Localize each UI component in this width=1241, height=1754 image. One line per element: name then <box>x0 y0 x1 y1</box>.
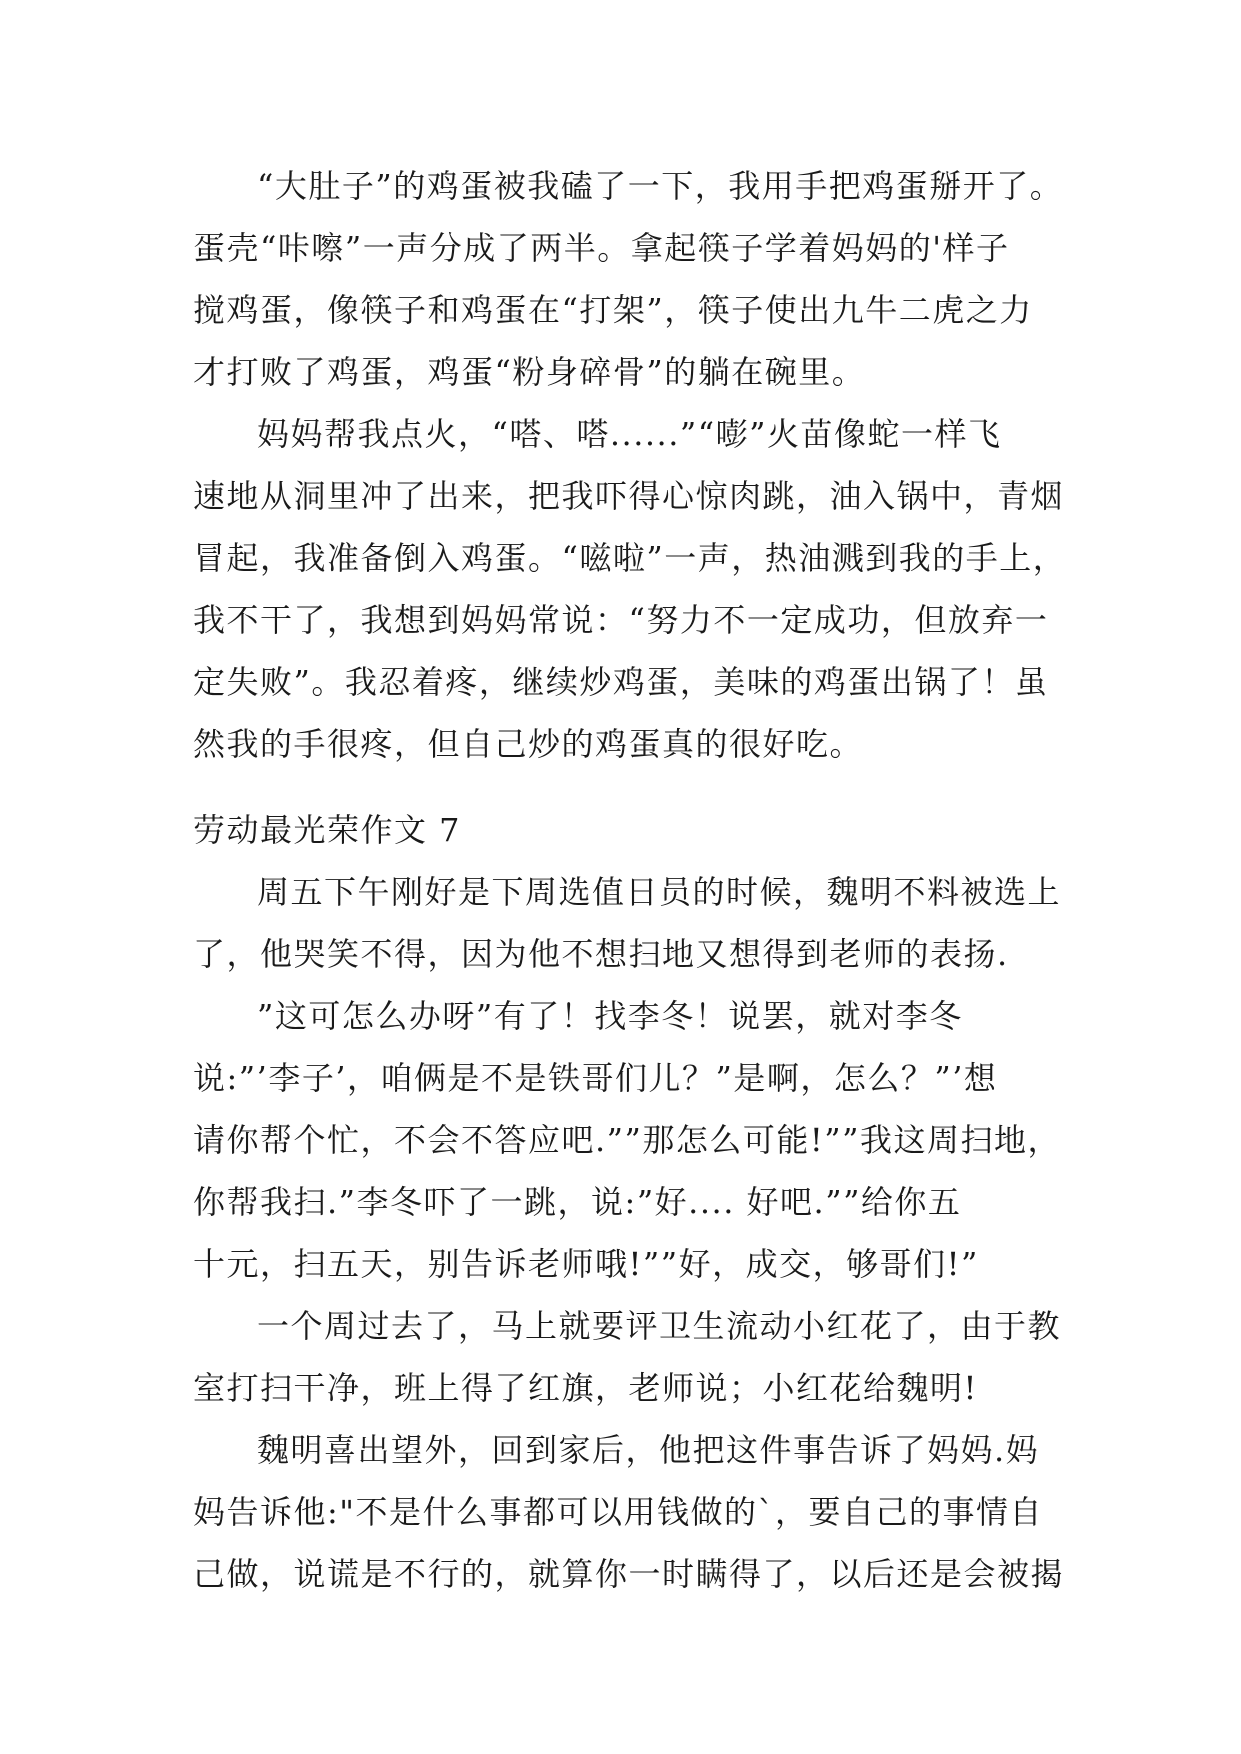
paragraph-line: 说:”’李子’，咱俩是不是铁哥们儿？”是啊，怎么？”’想 <box>193 1059 998 1097</box>
paragraph-line: 一个周过去了，马上就要评卫生流动小红花了，由于教 <box>257 1307 1062 1345</box>
paragraph-line: 你帮我扫.”李冬吓了一跳，说:”好.... 好吧.””给你五 <box>193 1183 962 1221</box>
paragraph-line: 蛋壳“咔嚓”一声分成了两半。拿起筷子学着妈妈的'样子 <box>193 229 1010 267</box>
paragraph-line: 冒起，我准备倒入鸡蛋。“嗞啦”一声，热油溅到我的手上， <box>193 539 1067 577</box>
paragraph-line: 室打扫干净，班上得了红旗，老师说；小红花给魏明! <box>193 1369 978 1407</box>
paragraph-line: 速地从洞里冲了出来，把我吓得心惊肉跳，油入锅中，青烟 <box>193 477 1065 515</box>
section-heading: 劳动最光荣作文 7 <box>193 811 462 849</box>
paragraph-line: 魏明喜出望外，回到家后，他把这件事告诉了妈妈.妈 <box>257 1431 1040 1469</box>
paragraph-line: 十元，扫五天，别告诉老师哦!””好，成交，够哥们!” <box>193 1245 979 1283</box>
paragraph-line: 然我的手很疼，但自己炒的鸡蛋真的很好吃。 <box>193 725 864 763</box>
paragraph-line: “大肚子”的鸡蛋被我磕了一下，我用手把鸡蛋掰开了。 <box>257 167 1064 205</box>
paragraph-line: 了，他哭笑不得，因为他不想扫地又想得到老师的表扬. <box>193 935 1009 973</box>
paragraph-line: 定失败”。我忍着疼，继续炒鸡蛋，美味的鸡蛋出锅了！虽 <box>193 663 1049 701</box>
paragraph-line: 请你帮个忙，不会不答应吧.””那怎么可能!””我这周扫地， <box>193 1121 1061 1159</box>
paragraph-line: 周五下午刚好是下周选值日员的时候，魏明不料被选上 <box>257 873 1062 911</box>
paragraph-line: 妈妈帮我点火，“嗒、嗒......”“嘭”火苗像蛇一样飞 <box>257 415 1002 453</box>
paragraph-line: 才打败了鸡蛋，鸡蛋“粉身碎骨”的躺在碗里。 <box>193 353 866 391</box>
paragraph-line: 己做，说谎是不行的，就算你一时瞒得了，以后还是会被揭 <box>193 1555 1065 1593</box>
paragraph-line: ”这可怎么办呀”有了！找李冬！说罢，就对李冬 <box>257 997 963 1035</box>
paragraph-line: 妈告诉他:"不是什么事都可以用钱做的`，要自己的事情自 <box>193 1493 1044 1531</box>
paragraph-line: 搅鸡蛋，像筷子和鸡蛋在“打架”，筷子使出九牛二虎之力 <box>193 291 1033 329</box>
paragraph-line: 我不干了，我想到妈妈常说：“努力不一定成功，但放弃一 <box>193 601 1049 639</box>
